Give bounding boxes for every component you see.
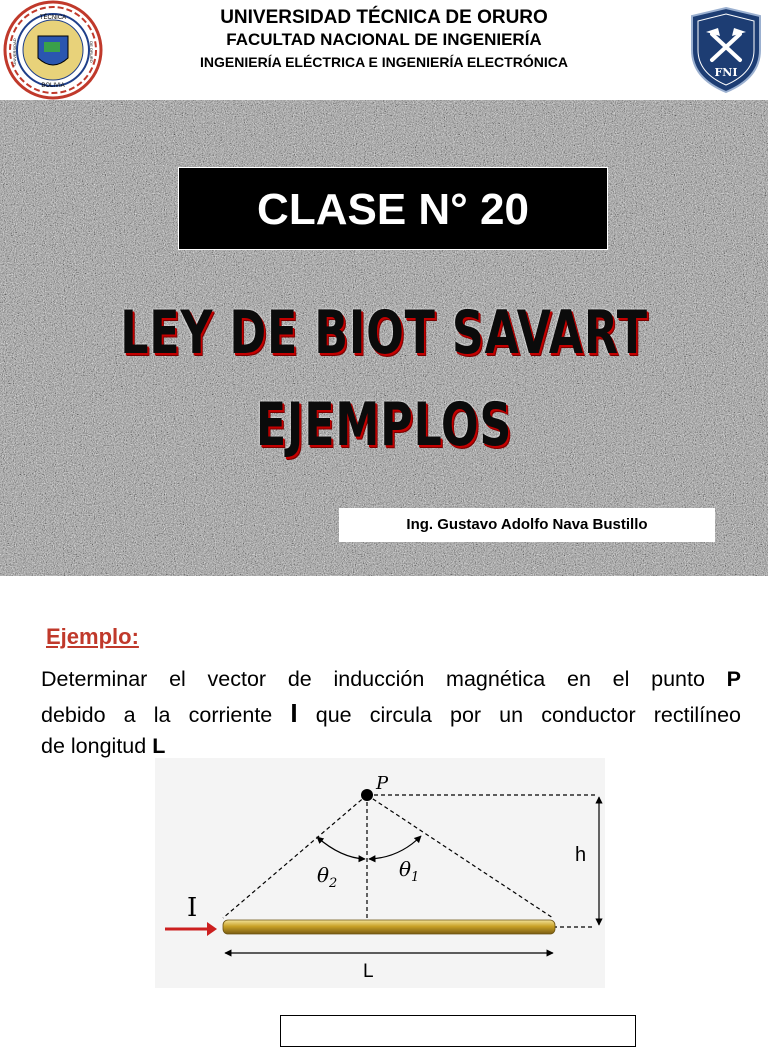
faculty-name: FACULTAD NACIONAL DE INGENIERÍA [226, 30, 542, 49]
example-heading: Ejemplo: [46, 624, 139, 649]
title-line-1: LEY DE BIOT SAVART [120, 298, 648, 368]
svg-text:DE ORURO: DE ORURO [89, 41, 94, 63]
header [0, 0, 768, 100]
point-p-dot [361, 789, 373, 801]
author-box [339, 508, 715, 542]
university-name: UNIVERSIDAD TÉCNICA DE ORURO [220, 7, 548, 28]
fni-shield-logo [688, 6, 764, 94]
svg-text:UNIVERSIDAD: UNIVERSIDAD [12, 38, 17, 66]
class-number: CLASE N° 20 [257, 185, 529, 234]
theta1-label: $\theta_1$ [399, 857, 420, 885]
author-name: Ing. Gustavo Adolfo Nava Bustillo [406, 516, 648, 533]
formula-box [280, 1015, 636, 1047]
wire-diagram [155, 758, 605, 988]
height-label: h [575, 844, 587, 866]
title-line-2: EJEMPLOS [255, 390, 513, 460]
problem-line-1: Determinar el vector de inducción magnética en el punto P [41, 667, 741, 691]
length-label: L [363, 961, 374, 982]
wire [223, 920, 555, 934]
problem-line-3: de longitud L [41, 734, 166, 758]
theta1-arc [369, 836, 421, 859]
current-label: I [187, 893, 198, 923]
theta2-label: $\theta_2$ [317, 863, 338, 891]
cover-banner [0, 100, 768, 576]
svg-text:TÉCNICA: TÉCNICA [39, 15, 67, 21]
current-arrow-head [207, 922, 217, 936]
svg-text:FNI: FNI [714, 66, 738, 79]
theta2-arc [317, 837, 365, 859]
department-name: INGENIERÍA ELÉCTRICA E INGENIERÍA ELECTRÓNICA [200, 54, 568, 70]
problem-line-2: debido a la corriente I que circula por un conductor rectilíneo [41, 698, 741, 728]
class-number-box [178, 167, 608, 250]
svg-text:BOLIVIA: BOLIVIA [41, 83, 65, 89]
point-p-label: P [376, 773, 389, 794]
